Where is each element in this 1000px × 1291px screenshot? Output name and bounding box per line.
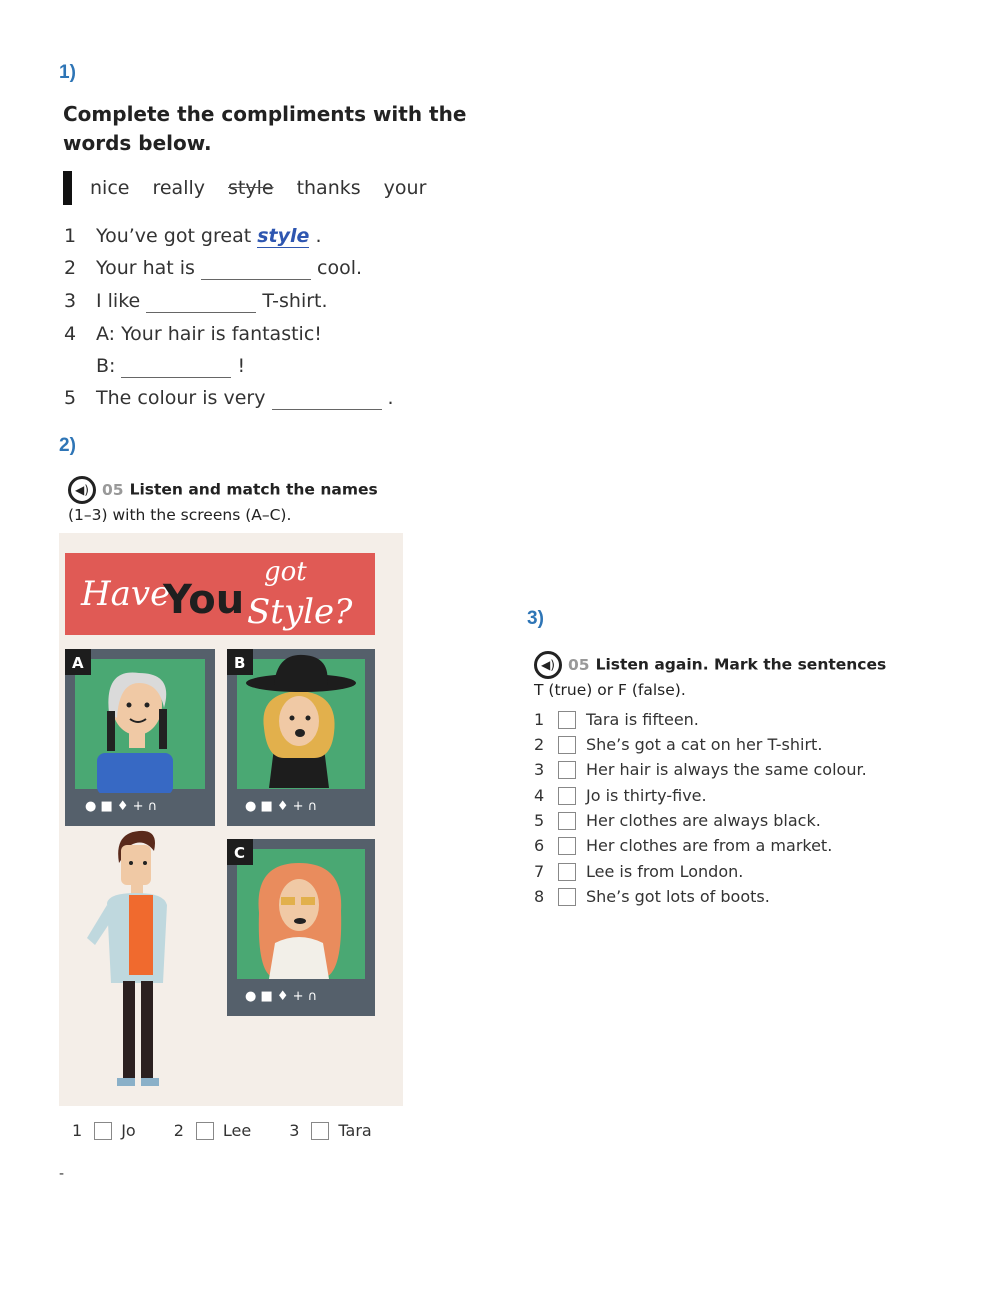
poster-title-you: You [163, 577, 245, 623]
item-number: 2 [534, 735, 545, 754]
name-number: 3 [289, 1121, 300, 1140]
style-poster-illustration [59, 533, 403, 1106]
tf-checkbox-8[interactable] [558, 888, 576, 906]
item-text: She’s got a cat on her T-shirt. [586, 735, 823, 754]
item-number: 5 [534, 811, 545, 830]
item-number: 8 [534, 887, 545, 906]
answer-checkbox-tara[interactable] [311, 1122, 329, 1140]
screen-c-letter: C [234, 844, 246, 862]
word-box-bar [63, 171, 72, 205]
tf-checkbox-2[interactable] [558, 736, 576, 754]
name-number: 1 [72, 1121, 83, 1140]
item-text: Her clothes are from a market. [586, 836, 833, 855]
word-box [63, 171, 449, 205]
screen-b-letter: B [234, 654, 246, 672]
item-text: Her clothes are always black. [586, 811, 821, 830]
ex1-item-4b [64, 355, 245, 378]
ex1-item-2 [64, 257, 362, 280]
ex3-instruction-line1: Listen again. Mark the sentences [595, 655, 887, 674]
ex3-item-8 [534, 887, 770, 906]
ex1-instruction-line2: words below. [63, 131, 212, 155]
item-number: 3 [534, 760, 545, 779]
tf-checkbox-5[interactable] [558, 812, 576, 830]
item-end: cool. [317, 257, 363, 279]
screen-b [227, 649, 375, 826]
track-number: 05 [568, 655, 590, 674]
item-text: Tara is fifteen. [586, 710, 699, 729]
word-style-crossed: style [228, 177, 274, 199]
item-text: You’ve got great [96, 225, 252, 247]
item-text: I like [96, 290, 141, 312]
name-label: Lee [222, 1121, 252, 1140]
footer-mark: - [59, 1166, 65, 1182]
track-number: 05 [102, 480, 124, 499]
example-answer: style [257, 225, 310, 247]
name-option-2 [174, 1121, 252, 1140]
audio-icon[interactable]: ◀) [68, 476, 96, 504]
ex1-item-5 [64, 387, 394, 410]
answer-input-5[interactable] [272, 389, 382, 410]
ex3-item-1 [534, 710, 699, 729]
item-number: 3 [64, 290, 77, 312]
ex3-instruction-line2: T (true) or F (false). [534, 681, 686, 699]
word-thanks: thanks [296, 177, 361, 199]
item-number: 1 [534, 710, 545, 729]
audio-icon[interactable]: ◀) [534, 651, 562, 679]
name-label: Tara [338, 1121, 372, 1140]
word-nice: nice [90, 177, 130, 199]
item-end: . [315, 225, 322, 247]
ex2-instruction-line1: Listen and match the names [129, 480, 378, 499]
poster-title-got: got [264, 557, 307, 587]
ex1-instruction [63, 100, 466, 158]
ex3-item-2 [534, 735, 822, 754]
item-number: 4 [64, 323, 77, 345]
item-text: B: [96, 355, 116, 377]
screen-a-letter: A [72, 654, 84, 672]
poster-title-style: Style? [247, 592, 353, 632]
name-option-3 [289, 1121, 372, 1140]
item-number: 5 [64, 387, 77, 409]
item-text: The colour is very [96, 387, 266, 409]
item-number: 7 [534, 862, 545, 881]
tf-checkbox-7[interactable] [558, 863, 576, 881]
tf-checkbox-6[interactable] [558, 837, 576, 855]
item-text: She’s got lots of boots. [586, 887, 770, 906]
item-end: ! [237, 355, 246, 377]
ex2-instruction-line2: (1–3) with the screens (A–C). [68, 506, 292, 524]
lee-figure [87, 831, 167, 1086]
item-text: Her hair is always the same colour. [586, 760, 867, 779]
ex1-item-3 [64, 290, 328, 313]
ex2-instruction [68, 476, 378, 527]
item-text: A: Your hair is fantastic! [96, 323, 322, 345]
item-number: 6 [534, 836, 545, 855]
screen-c [227, 839, 375, 1016]
section-2-label: 2) [59, 435, 76, 456]
ex3-item-5 [534, 811, 821, 830]
ex3-item-7 [534, 862, 743, 881]
ex1-instruction-line1: Complete the compliments with the [63, 102, 467, 126]
ex3-item-3 [534, 760, 867, 779]
tf-checkbox-4[interactable] [558, 787, 576, 805]
answer-input-3[interactable] [146, 292, 256, 313]
ex2-name-options [72, 1121, 410, 1140]
item-text: Lee is from London. [586, 862, 744, 881]
item-end: . [387, 387, 394, 409]
item-number: 4 [534, 786, 545, 805]
ex3-instruction [534, 651, 886, 702]
item-text: Your hat is [96, 257, 195, 279]
item-end: T-shirt. [262, 290, 328, 312]
item-number: 1 [64, 225, 77, 247]
ex3-item-6 [534, 836, 832, 855]
word-your: your [383, 177, 427, 199]
screen-a [65, 649, 215, 826]
poster-svg [59, 533, 403, 1106]
ex3-item-4 [534, 786, 707, 805]
answer-input-4[interactable] [121, 357, 231, 378]
tf-checkbox-3[interactable] [558, 761, 576, 779]
svg-text:● ■ ♦ + ∩: ● ■ ♦ + ∩ [245, 989, 318, 1004]
name-label: Jo [121, 1121, 136, 1140]
word-really: really [152, 177, 205, 199]
section-3-label: 3) [527, 608, 544, 629]
ex1-item-4a [64, 323, 322, 345]
answer-input-2[interactable] [201, 259, 311, 280]
ex1-item-1 [64, 225, 322, 247]
tf-checkbox-1[interactable] [558, 711, 576, 729]
item-text: Jo is thirty-five. [586, 786, 707, 805]
poster-title-have: Have [81, 574, 171, 614]
answer-checkbox-jo[interactable] [94, 1122, 112, 1140]
svg-text:● ■ ♦ + ∩: ● ■ ♦ + ∩ [245, 799, 318, 814]
answer-checkbox-lee[interactable] [196, 1122, 214, 1140]
svg-text:● ■ ♦ + ∩: ● ■ ♦ + ∩ [85, 799, 158, 814]
name-option-1 [72, 1121, 136, 1140]
name-number: 2 [173, 1121, 184, 1140]
item-number: 2 [64, 257, 77, 279]
section-1-label: 1) [59, 62, 76, 83]
